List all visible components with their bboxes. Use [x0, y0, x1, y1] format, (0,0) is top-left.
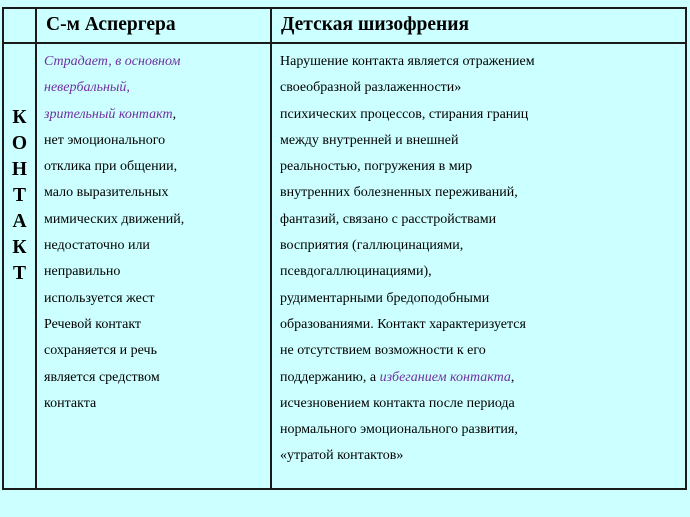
cell-asperger-contact — [44, 49, 270, 417]
text-segment: образованиями. Контакт характеризуется — [280, 316, 526, 332]
text-line — [280, 443, 685, 469]
row-label-letter: Н — [11, 159, 28, 180]
text-line — [280, 49, 685, 75]
text-segment: Речевой контакт — [44, 316, 142, 332]
text-line — [44, 180, 270, 206]
column-divider — [35, 9, 37, 488]
column-divider — [270, 9, 272, 488]
text-segment: рудиментарными бредоподобными — [280, 290, 490, 306]
row-label-letter: А — [12, 211, 27, 232]
text-line — [280, 207, 685, 233]
text-segment: между внутренней и внешней — [280, 132, 459, 148]
text-segment: нормального эмоционального развития, — [280, 422, 518, 438]
text-line — [280, 417, 685, 443]
text-segment: внутренних болезненных переживаний, — [280, 185, 518, 201]
text-segment: поддержанию, а — [280, 369, 380, 385]
text-line — [44, 49, 270, 75]
text-segment: псевдогаллюцинациями), — [280, 264, 432, 280]
text-segment: не отсутствием возможности к его — [280, 343, 486, 359]
text-line — [280, 365, 685, 391]
text-line — [44, 391, 270, 417]
text-line — [44, 102, 270, 128]
text-line — [44, 365, 270, 391]
text-line — [280, 233, 685, 259]
text-segment: восприятия (галлюцинациями, — [280, 238, 464, 254]
text-line — [280, 75, 685, 101]
header-schizophrenia: Детская шизофрения — [281, 14, 470, 35]
header-divider — [4, 42, 685, 44]
row-label-letter: Т — [12, 185, 26, 206]
text-segment: психических процессов, стирания границ — [280, 106, 529, 122]
header-asperger: С-м Аспергера — [46, 14, 176, 35]
row-label-letter: Т — [12, 263, 26, 284]
text-line — [280, 102, 685, 128]
row-label-contact — [4, 105, 35, 287]
text-line — [44, 338, 270, 364]
text-line — [44, 286, 270, 312]
text-segment: исчезновением контакта после периода — [280, 395, 515, 411]
text-segment: реальностью, погружения в мир — [280, 159, 473, 175]
text-line — [44, 154, 270, 180]
emphasized-text: Страдает, в основном — [44, 54, 181, 69]
text-line — [280, 128, 685, 154]
text-segment: сохраняется и речь — [44, 343, 157, 359]
text-line — [44, 207, 270, 233]
text-line — [44, 128, 270, 154]
text-segment: используется жест — [44, 290, 155, 306]
emphasized-text: невербальный, — [44, 80, 130, 96]
text-segment: «утратой контактов» — [280, 448, 404, 464]
text-segment: своеобразной разлаженности» — [280, 80, 462, 96]
text-segment: Нарушение контакта является отражением — [280, 54, 535, 69]
text-segment: , — [172, 106, 177, 122]
text-segment: , — [510, 369, 515, 385]
text-line — [280, 391, 685, 417]
text-line — [280, 338, 685, 364]
text-line — [44, 312, 270, 338]
text-line — [280, 286, 685, 312]
text-segment: мимических движений, — [44, 211, 185, 227]
row-label-letter: К — [12, 107, 27, 128]
text-line — [44, 75, 270, 101]
text-line — [44, 233, 270, 259]
text-segment: недостаточно или — [44, 238, 150, 254]
text-line — [280, 180, 685, 206]
emphasized-text: избеганием контакта — [379, 369, 511, 385]
text-line — [280, 154, 685, 180]
text-segment: нет эмоционального — [44, 132, 166, 148]
text-segment: фантазий, связано с расстройствами — [280, 211, 497, 227]
cell-schizophrenia-contact — [280, 49, 685, 470]
text-line — [280, 312, 685, 338]
emphasized-text: зрительный контакт — [44, 106, 173, 122]
text-segment: мало выразительных — [44, 185, 169, 201]
text-segment: контакта — [44, 395, 97, 411]
comparison-table — [2, 7, 687, 490]
text-segment: неправильно — [44, 264, 121, 280]
row-label-letter: К — [12, 237, 27, 258]
text-segment: является средством — [44, 369, 160, 385]
text-segment: отклика при общении, — [44, 159, 178, 175]
row-label-letter: О — [11, 133, 28, 154]
text-line — [44, 259, 270, 285]
text-line — [280, 259, 685, 285]
